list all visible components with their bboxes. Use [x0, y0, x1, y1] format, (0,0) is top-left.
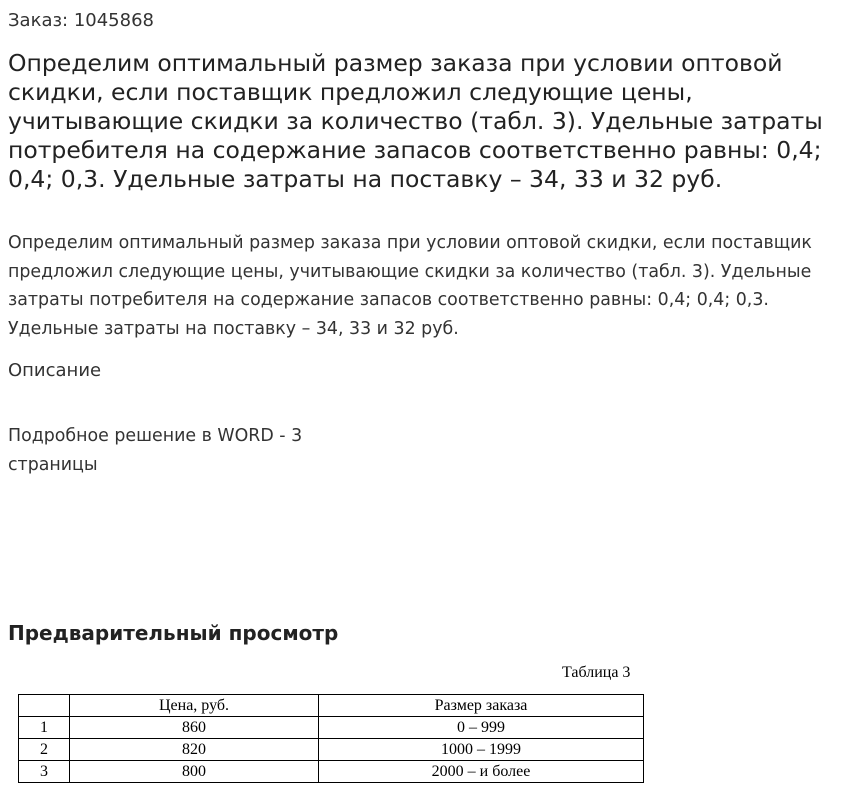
- column-header-index: [19, 695, 70, 717]
- task-body: Определим оптимальный размер заказа при условии оптовой скидки, если поставщик предложил следующие цены, учитывающие скидки за количество (табл. 3). Удельные затраты потребителя на содержание запасов соответственно равны: 0,4; 0,4; 0,3. Удельные затраты на поставку – 34, 33 и 32 руб.: [8, 233, 812, 339]
- table-caption: Таблица 3: [562, 664, 631, 681]
- table-cell-order-size: 0 – 999: [319, 717, 644, 739]
- column-header-order-size: Размер заказа: [319, 695, 644, 717]
- table-cell-order-size: 2000 – и более: [319, 761, 644, 783]
- preview-title: Предварительный просмотр: [8, 621, 339, 645]
- column-header-price: Цена, руб.: [70, 695, 319, 717]
- table-cell-index: 2: [19, 739, 70, 761]
- task-heading: Определим оптимальный размер заказа при условии оптовой скидки, если поставщик предложил следующие цены, учитывающие скидки за количество (табл. 3). Удельные затраты потребителя на содержание запасов соответственно равны: 0,4; 0,4; 0,3. Удельные затраты на поставку – 34, 33 и 32 руб.: [8, 49, 823, 193]
- table-cell-index: 3: [19, 761, 70, 783]
- price-table: [18, 694, 644, 783]
- table-row: [19, 717, 644, 739]
- table-cell-price: 860: [70, 717, 319, 739]
- description-text: Подробное решение в WORD - 3 страницы: [8, 426, 303, 475]
- order-number: Заказ: 1045868: [8, 10, 154, 31]
- description-label: Описание: [8, 360, 102, 381]
- table-cell-order-size: 1000 – 1999: [319, 739, 644, 761]
- table-cell-price: 800: [70, 761, 319, 783]
- table-cell-index: 1: [19, 717, 70, 739]
- table-row: [19, 761, 644, 783]
- table-row: [19, 739, 644, 761]
- table-cell-price: 820: [70, 739, 319, 761]
- table-header-row: [19, 695, 644, 717]
